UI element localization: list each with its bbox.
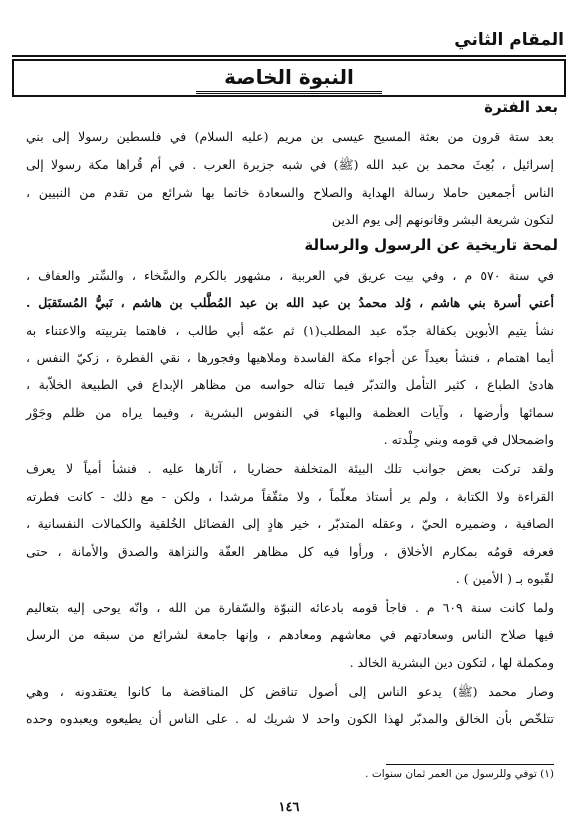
text-line: الصافية ، وضميره الحيّ ، وعقله المتدبّر ، خير هادٍ إلى الفضائل الخُلقية والكمالات النفسانية ، <box>26 516 554 531</box>
text-line: فعرفه قومُه بمكارم الأخلاق ، ورأوا فيه كل مظاهر العفّة والنزاهة والصدق والأمانة ، حتى <box>26 544 554 559</box>
header-divider <box>12 55 566 57</box>
text-line: ولقد تركت بعض جوانب تلك البيئة المتخلفة حضاريا ، آثارها عليه . فنشأ أمياً لا يعرف <box>26 461 554 476</box>
text-line: القراءة ولا الكتابة ، ولم ير أستاذ معلّماً ، ولا مثقّفاً مرشدا ، ولكن - مع ذلك - كانت فطرته <box>26 489 554 504</box>
text-line: بعد ستة قرون من بعثة المسيح عيسى بن مريم (عليه السلام) في فلسطين رسولا إلى بني <box>26 129 554 144</box>
section-title: النبوة الخاصة <box>196 63 382 94</box>
footnote-divider <box>386 764 554 765</box>
text-line: فيها صلاح الناس وسعادتهم في معاشهم ومعادهم ، وإنها جامعة لشرائع من سبقه من الرسل <box>26 627 554 642</box>
subheading-history: لمحة تاريخية عن الرسول والرسالة <box>304 236 558 254</box>
text-line: في سنة ٥٧٠ م ، وفي بيت عريق في العربية ، مشهور بالكرم والسَّخاء ، والسِّتر والعفاف ، <box>26 268 554 283</box>
section-title-box <box>12 59 566 97</box>
text-line: ولما كانت سنة ٦٠٩ م . فاجأ قومه بادعائه النبوّة والسّفارة من الله ، وانّه يوحى إليه بتعاليم <box>26 600 554 615</box>
chapter-header: المقام الثاني <box>454 30 564 50</box>
text-line: لتكون شريعة البشر وقانونهم إلى يوم الدين <box>331 212 554 227</box>
text-line: سمائها وأرضها ، وآيات العظمة والبهاء في النفوس البشرية ، وفيما يراه من ظلم وجَوْر <box>26 405 554 420</box>
text-line: لقّبوه بـ ( الأمين ) . <box>455 571 554 586</box>
text-line: نشأ يتيم الأبوين بكفالة جدّه عبد المطلب(١) ثم عمّه أبي طالب ، فاهتما بتربيته والاعتناء به <box>26 323 554 338</box>
text-line: تتلخّص بأن الخالق والمدبّر لهذا الكون واحد لا شريك له . على الناس أن يطيعوه ويعبدوه وحده <box>26 711 554 726</box>
text-line: ومكملة لها ، لتكون دين البشرية الخالد . <box>349 655 554 670</box>
text-line: إسرائيل ، بُعِثَ محمد بن عبد الله (ﷺ) في شبه جزيرة العرب . في أم قُراها مكة رسولا إلى <box>26 157 554 172</box>
text-line: هادئ الطباع ، كثير التأمل والتدبّر فيما تناله حواسه من مظاهر الإبداع في الطبيعة الخلاّبة ، <box>26 377 554 392</box>
footnote: (١) توفي وللرسول من العمر ثمان سنوات . <box>365 768 554 780</box>
text-line: أيما اهتمام ، فنشأ بعيداً عن أجواء مكة الفاسدة وملاهيها وفجورها ، نقي الفطرة ، زكيّ النفس ، <box>26 350 554 365</box>
text-line: أعني أسرة بني هاشم ، وُلد محمدُ بن عبد الله بن عبد المُطَّلب بن هاشم ، نَبيُّ المُستَقبَل . <box>26 295 554 310</box>
text-line: الناس أجمعين حاملا رسالة الهداية والصلاح والسعادة خاتما بها شرائع من تقدم من النبيين ، <box>26 185 554 200</box>
subheading-interval: بعد الفترة <box>484 98 558 116</box>
text-line: وصار محمد (ﷺ) يدعو الناس إلى أصول تناقض كل المناقضة ما كانوا يعتقدونه ، وهي <box>26 684 554 699</box>
text-line: واضمحلال في قومه وبني جِلْدته . <box>383 432 554 447</box>
page-number: ١٤٦ <box>278 800 300 815</box>
